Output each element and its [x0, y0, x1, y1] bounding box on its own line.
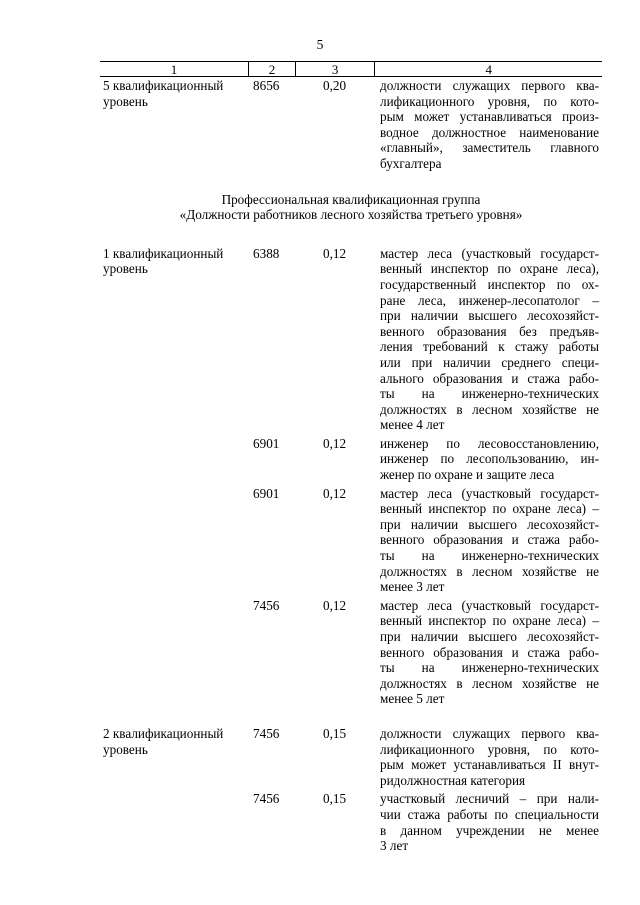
description-line: венного образования без предъяв-	[380, 323, 599, 339]
position-description	[380, 486, 599, 595]
page-number: 5	[316, 37, 324, 52]
description-line: при наличии высшего лесохозяйст-	[380, 516, 599, 532]
coefficient-value: 0,12	[323, 485, 347, 501]
description-line: чии стажа работы по специальности	[380, 806, 599, 822]
table-row	[103, 598, 599, 707]
description-line: «главный», заместитель главного	[380, 140, 599, 156]
document-content	[103, 78, 599, 854]
description-line: менее 3 лет	[380, 579, 445, 595]
description-line: ального образования и стажа рабо-	[380, 370, 599, 386]
description-line: инженер по лесовосстановлению,	[380, 435, 599, 451]
coefficient-value: 0,12	[323, 435, 347, 451]
table-row	[103, 78, 599, 172]
salary-value: 7456	[253, 791, 280, 807]
description-line: ты на инженерно-технических	[380, 548, 599, 564]
description-line: бухгалтера	[380, 155, 442, 171]
salary-value: 8656	[253, 78, 280, 93]
description-line: ты на инженерно-технических	[380, 660, 599, 676]
table-row	[103, 726, 599, 788]
salary-value: 6901	[253, 485, 280, 501]
description-line: ране леса, инженер-лесопатолог –	[380, 292, 599, 308]
description-line: менее 4 лет	[380, 417, 445, 433]
table-header	[100, 61, 602, 77]
description-line: участковый лесничий – при нали-	[380, 791, 599, 807]
coefficient-value: 0,15	[323, 791, 347, 807]
description-line: венный инспектор по охране леса) –	[380, 613, 599, 629]
description-line: ты на инженерно-технических	[380, 386, 599, 402]
header-col-4: 4	[375, 62, 602, 77]
table-row	[103, 791, 599, 853]
description-line: мастер леса (участковый государст-	[380, 245, 599, 261]
description-line: ления требований к стажу работы	[380, 339, 599, 355]
description-line: ридолжностная категория	[380, 772, 526, 788]
description-line: мастер леса (участковый государст-	[380, 597, 599, 613]
position-description	[380, 246, 599, 433]
description-line: мастер леса (участковый государст-	[380, 485, 599, 501]
position-description	[380, 436, 599, 483]
position-description	[380, 791, 599, 853]
group-title-line-1: Профессиональная квалификационная группа	[221, 191, 481, 207]
description-line: венный инспектор по охране леса),	[380, 261, 599, 277]
description-line: должности служащих первого ква-	[380, 725, 599, 741]
header-col-3: 3	[295, 62, 375, 77]
group-title	[103, 192, 599, 223]
salary-value: 6388	[253, 245, 280, 261]
description-line: в данном учреждении не менее	[380, 822, 599, 838]
description-line: рым может устанавливаться II внут-	[380, 757, 599, 773]
description-line: венный инспектор по охране леса) –	[380, 501, 599, 517]
description-line: 3 лет	[380, 838, 409, 854]
position-description	[380, 726, 599, 788]
description-line: должностях в лесном хозяйстве не	[380, 675, 599, 691]
qualification-level: 1 квалификационный уровень	[103, 245, 224, 277]
description-line: при наличии высшего лесохозяйст-	[380, 308, 599, 324]
description-line: должностях в лесном хозяйстве не	[380, 401, 599, 417]
qualification-level: 2 квалификационный уровень	[103, 725, 224, 757]
description-line: лификационного уровня, по кото-	[380, 93, 599, 109]
header-col-2: 2	[249, 62, 296, 77]
header-col-1: 1	[100, 62, 249, 77]
description-line: менее 5 лет	[380, 691, 445, 707]
salary-value: 7456	[253, 725, 280, 741]
description-line: лификационного уровня, по кото-	[380, 741, 599, 757]
description-line: инженер по лесопользованию, ин-	[380, 451, 599, 467]
description-line: водное должностное наименование	[380, 124, 599, 140]
qualification-level: 5 квалификационный уровень	[103, 78, 224, 109]
description-line: должностях в лесном хозяйстве не	[380, 563, 599, 579]
description-line: женер по охране и защите леса	[380, 467, 555, 483]
coefficient-value: 0,20	[323, 78, 347, 93]
description-line: венного образования и стажа рабо-	[380, 532, 599, 548]
table-row	[103, 436, 599, 483]
description-line: должности служащих первого ква-	[380, 78, 599, 93]
table-row	[103, 246, 599, 433]
table-row	[103, 486, 599, 595]
coefficient-value: 0,12	[323, 245, 347, 261]
coefficient-value: 0,12	[323, 597, 347, 613]
description-line: венного образования и стажа рабо-	[380, 644, 599, 660]
position-description	[380, 78, 599, 172]
position-description	[380, 598, 599, 707]
description-line: государственный инспектор по ох-	[380, 276, 599, 292]
salary-value: 7456	[253, 597, 280, 613]
coefficient-value: 0,15	[323, 725, 347, 741]
group-title-line-2: «Должности работников лесного хозяйства третьего уровня»	[179, 207, 523, 223]
description-line: рым может устанавливаться произ-	[380, 109, 599, 125]
salary-value: 6901	[253, 435, 280, 451]
description-line: при наличии высшего лесохозяйст-	[380, 629, 599, 644]
description-line: или при наличии среднего специ-	[380, 354, 599, 370]
